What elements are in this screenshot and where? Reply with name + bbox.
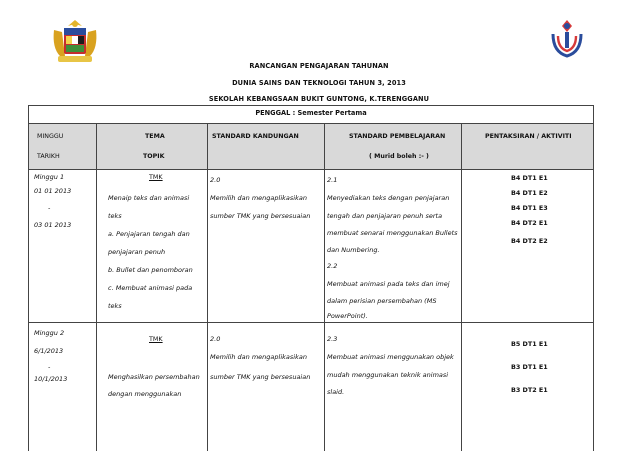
penggal-row [28,105,594,124]
col-topik: TOPIK [143,153,165,160]
col-murid-boleh: ( Murid boleh :- ) [369,153,429,160]
sp-line: dan Numbering. [327,246,380,254]
sp-code: 2.1 [327,176,338,184]
penggal-label: PENGGAL : Semester Pertama [255,109,367,117]
pentaksiran-code: B3 DT2 E1 [511,386,548,394]
sp-line: slaid. [327,388,345,396]
school-emblem-logo [548,18,586,58]
date-end: 10/1/2013 [34,375,68,383]
document-subject: DUNIA SAINS DAN TEKNOLOGI TAHUN 3, 2013 [232,79,406,87]
col-pentaksiran: PENTAKSIRAN / AKTIVITI [485,133,572,140]
pentaksiran-code: B4 DT2 E2 [511,237,548,245]
school-name: SEKOLAH KEBANGSAAN BUKIT GUNTONG, K.TERENGGANU [208,95,430,103]
sk-code: 2.0 [210,335,221,343]
topik-line: Menaip teks dan animasi [108,194,190,202]
sk-line: sumber TMK yang bersesuaian [210,373,311,381]
coat-of-arms-logo [48,18,102,64]
pentaksiran-code: B4 DT1 E2 [511,189,548,197]
sp-line: tengah dan penjajaran penuh serta [327,212,443,220]
minggu-cell: Minggu 2 [34,329,65,337]
sk-line: Memilih dan mengaplikasikan [210,194,307,202]
pentaksiran-code: B5 DT1 E1 [511,340,548,348]
date-end: 03 01 2013 [34,221,72,229]
minggu-cell: Minggu 1 [34,173,65,181]
sp-line: mudah menggunakan teknik animasi [327,371,449,379]
sk-line: Memilih dan mengaplikasikan [210,353,307,361]
sp-line: Menyediakan teks dengan penjajaran [327,194,450,202]
sp-line: PowerPoint). [327,312,368,320]
sp-line: membuat senarai menggunakan Bullets [327,229,458,237]
tema-cell: TMK [149,335,163,343]
topik-line: teks [108,302,122,310]
col-standard-kandungan: STANDARD KANDUNGAN [212,133,299,140]
sp-code: 2.2 [327,262,338,270]
sp-line: Membuat animasi menggunakan objek [327,353,454,361]
tema-cell: TMK [149,173,163,181]
topik-line: penjajaran penuh [108,248,166,256]
topik-line: dengan menggunakan [108,390,182,398]
topik-line: teks [108,212,122,220]
topik-line: Menghasilkan persembahan [108,373,200,381]
topik-line: c. Membuat animasi pada [108,284,193,292]
topik-line: a. Penjajaran tengah dan [108,230,190,238]
pentaksiran-code: B4 DT2 E1 [511,219,548,227]
col-tarikh: TARIKH [37,153,60,160]
sp-code: 2.3 [327,335,338,343]
col-minggu: MINGGU [37,133,64,140]
sk-code: 2.0 [210,176,221,184]
table-row [28,170,594,323]
pentaksiran-code: B4 DT1 E3 [511,204,548,212]
date-separator: - [48,204,51,212]
date-start: 01 01 2013 [34,187,72,195]
date-start: 6/1/2013 [34,347,64,355]
table-row [28,323,594,451]
pentaksiran-code: B4 DT1 E1 [511,174,548,182]
sk-line: sumber TMK yang bersesuaian [210,212,311,220]
pentaksiran-code: B3 DT1 E1 [511,363,548,371]
date-separator: - [48,363,51,371]
topik-line: b. Bullet dan penomboran [108,266,193,274]
table-header-row [28,124,594,170]
sp-line: dalam perisian persembahan (MS [327,297,437,305]
col-tema: TEMA [145,133,165,140]
sp-line: Membuat animasi pada teks dan imej [327,280,450,288]
col-standard-pembelajaran: STANDARD PEMBELAJARAN [349,133,446,140]
document-title: RANCANGAN PENGAJARAN TAHUNAN [249,62,389,70]
